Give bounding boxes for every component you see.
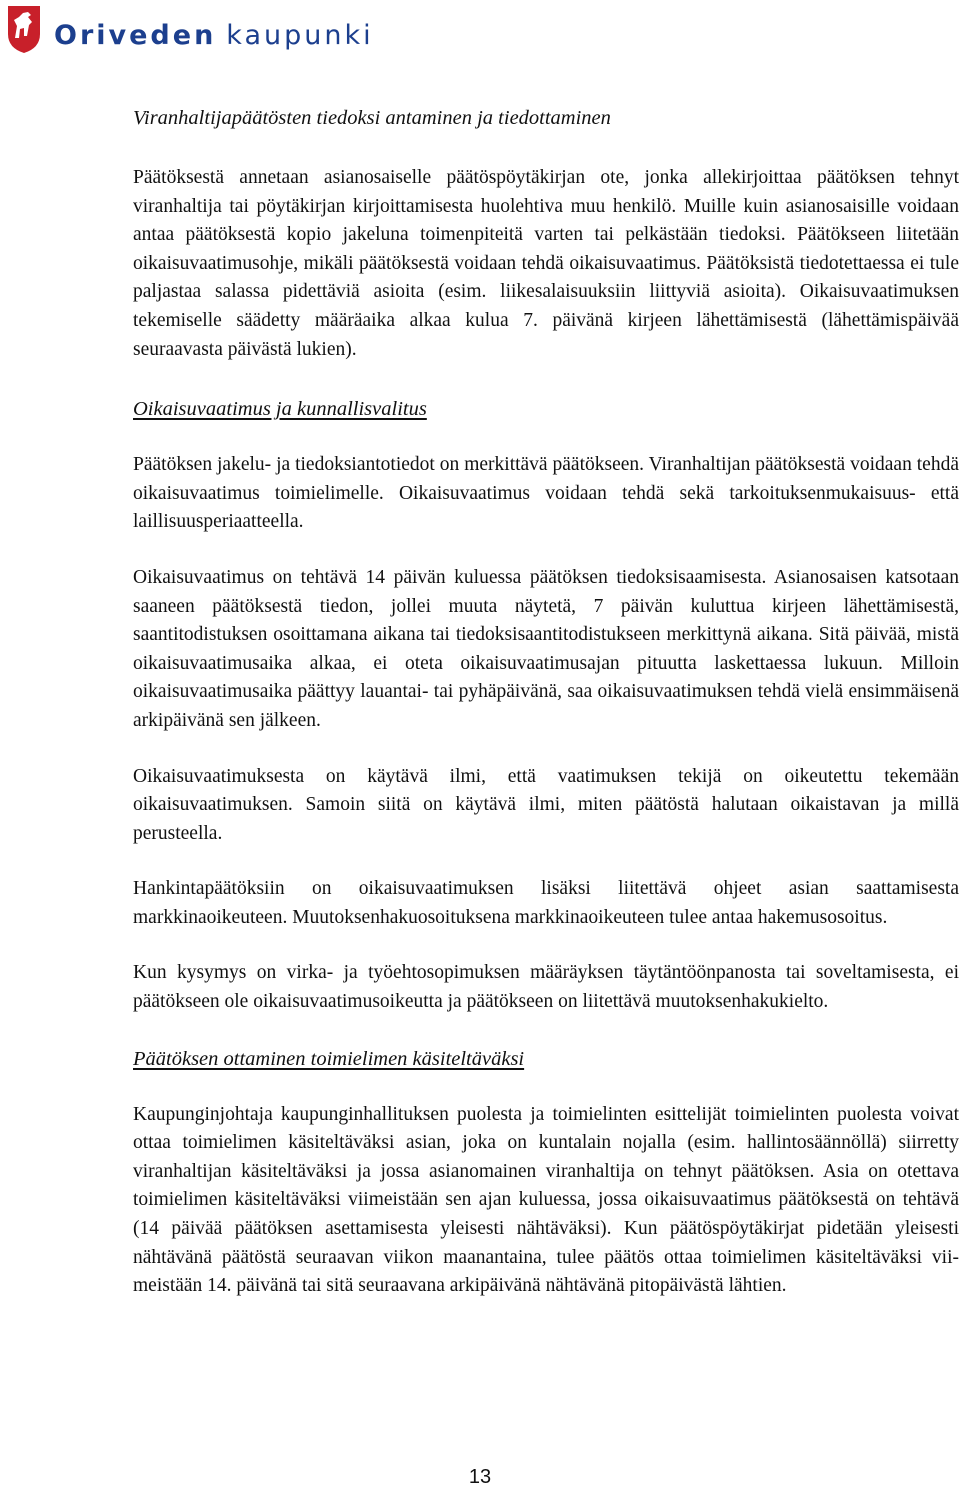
coat-of-arms-icon: [6, 4, 42, 54]
page-number: 13: [468, 1466, 492, 1488]
paragraph: Kun kysymys on virka- ja työehtosopimuksen määräyksen täytäntöönpanosta tai soveltamisesta, ei päätökseen ole oikaisuvaatimusoikeutta ja päätökseen on liitettävä muutoksenhakukielto.: [133, 962, 959, 1013]
brand-wordmark: [54, 22, 374, 49]
paragraph: Päätöksestä annetaan asianosaiselle päätöspöytäkirjan ote, jonka allekirjoittaa päätöksen tehnyt viranhaltija tai pöytäkirjan kirjoittamisesta huolehtiva muu henkilö. Muille kuin asianosaisille voidaan antaa päätöksestä kopio jakeluna toimenpiteitä varten tai pelkästään tiedoksi. Päätökseen liitetään oikaisuvaatimusohje, mikäli päätöksestä voidaan tehdä oikaisuvaatimus. Päätöksistä tiedotettaessa ei tule paljastaa salassa pidettäviä asioita (esim. liikesalaisuuksiin liittyviä asioita). Oikaisuvaatimuksen tekemiselle säädetty määräaika alkaa kulua 7. päivänä kirjeen lähettämisestä (lähettämispäivää seuraavasta päivästä lukien).: [133, 167, 959, 360]
paragraph: Oikaisuvaatimuksesta on käytävä ilmi, että vaatimuksen tekijä on oikeutettu tekemään oikaisuvaatimuksen. Samoin siitä on käytävä ilmi, miten päätöstä halutaan oikaistavan ja millä perusteella.: [133, 765, 959, 844]
paragraph: Päätöksen jakelu- ja tiedoksiantotiedot on merkittävä päätökseen. Viranhaltijan päätöksestä voidaan tehdä oikaisuvaatimus toimielimelle. Oikaisuvaatimus voidaan tehdä sekä tarkoituksenmukaisuus- että laillisuusperiaatteella.: [133, 454, 959, 533]
paragraph: Hankintapäätöksiin on oikaisuvaatimuksen lisäksi liitettävä ohjeet asian saattamisesta markkinaoikeuteen. Muutoksenhakuosoituksena markkinaoikeuteen tulee antaa hakemusosoitus.: [133, 878, 959, 928]
page-header: [6, 4, 486, 56]
section-heading-oikaisuvaatimus: Oikaisuvaatimus ja kunnallisvalitus: [133, 398, 427, 421]
brand-name: Oriveden: [54, 20, 217, 51]
brand-subtitle: kaupunki: [226, 20, 374, 51]
section-heading-tiedoksi: Viranhaltijapäätösten tiedoksi antaminen ja tiedottaminen: [133, 107, 611, 129]
paragraph: Kaupunginjohtaja kaupunginhallituksen puolesta ja toimielinten esittelijät toimielinten puolesta voivat ottaa toimielimen käsiteltäväksi asian, joka on kuntalain nojalla (esim. hallintosäännöllä) siirretty viranhaltijan käsiteltäväksi ja jossa asianomainen viranhaltija on tehnyt päätöksen. Asia on otettava toimielimen käsiteltäväksi viimeistään sen ajan kuluessa, jossa oikaisuvaatimus päätöksestä on tehtävä (14 päivää päätöksen asettamisesta yleisesti nähtäväksi). Kun päätöspöytäkirjat pidetään yleisesti nähtävänä päätöstä seuraavan viikon maanantaina, tulee päätös ottaa toimielimen käsiteltäväksi viimeistään 14. päivänä tai sitä seuraavana arkipäivänä nähtävänä pitopäivästä lähtien.: [133, 1103, 959, 1297]
section-heading-kasiteltavaksi: Päätöksen ottaminen toimielimen käsiteltäväksi: [133, 1047, 525, 1070]
document-body: [133, 104, 959, 1301]
paragraph: Oikaisuvaatimus on tehtävä 14 päivän kuluessa päätöksen tiedoksisaamisesta. Asianosaisen katsotaan saaneen päätöksestä tiedon, jollei muuta näytetä, 7 päivän kuluttua kirjeen lähettämisestä, saantitodistuksen osoittamana aikana tai tiedoksisaantitodistukseen merkittynä aikana. Sitä päivää, mistä oikaisuvaatimusaika alkaa, ei oteta oikaisuvaatimusajan pituutta laskettaessa lukuun. Milloin oikaisuvaatimusaika päättyy lauantai- tai pyhäpäivänä, saa oikaisuvaatimuksen tehdä vielä ensimmäisenä arkipäivänä sen jälkeen.: [133, 566, 959, 731]
